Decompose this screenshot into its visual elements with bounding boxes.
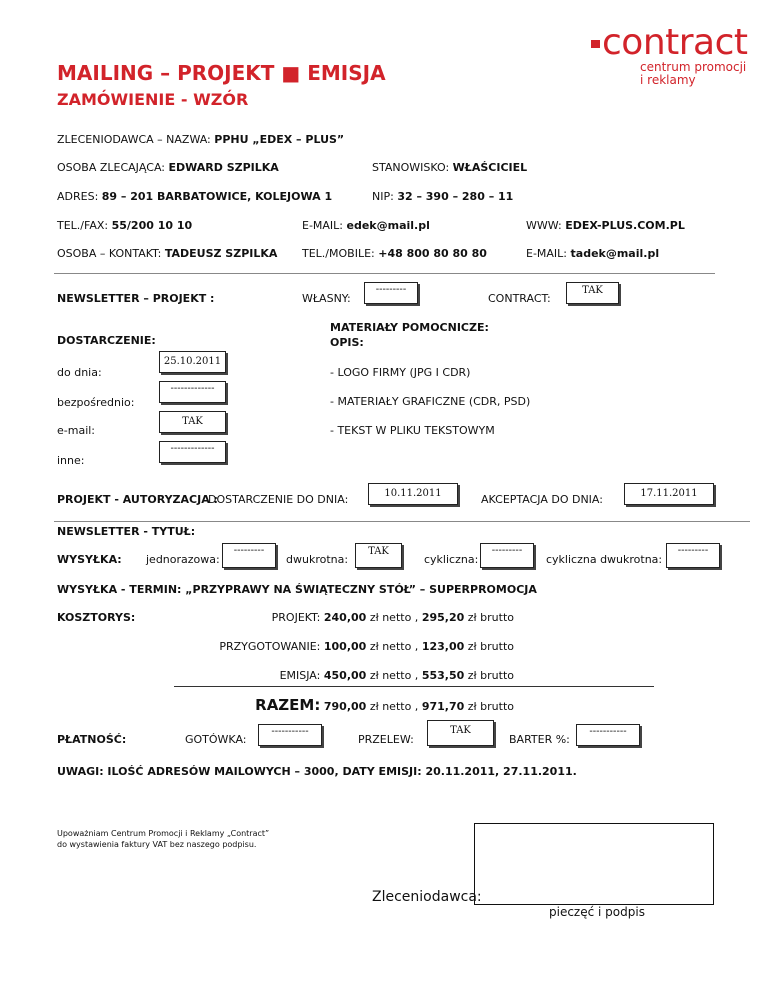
cost-row-emission <box>280 669 514 682</box>
payment-label: PŁATNOŚĆ: <box>57 733 127 746</box>
auth-delivery-label: DOSTARCZENIE DO DNIA: <box>208 493 349 506</box>
cost-label: KOSZTORYS: <box>57 611 136 624</box>
net-text: zł netto , <box>369 669 419 682</box>
mobile-value: +48 800 80 80 80 <box>378 247 487 260</box>
barter-field[interactable]: ----------- <box>576 724 640 746</box>
delivery-label: DOSTARCZENIE: <box>57 334 156 347</box>
cash-label: GOTÓWKA: <box>185 733 247 746</box>
divider-2 <box>54 521 750 522</box>
transfer-label: PRZELEW: <box>358 733 414 746</box>
newsletter-title-label: NEWSLETTER - TYTUŁ: <box>57 525 196 538</box>
total-net: 790,00 <box>323 700 367 713</box>
www-row <box>526 219 685 232</box>
cyclic-label: cykliczna: <box>424 553 479 566</box>
cost-emission-gross: 553,50 <box>421 669 465 682</box>
materials-label: MATERIAŁY POMOCNICZE: <box>330 321 489 334</box>
shipping-label: WYSYŁKA: <box>57 553 122 566</box>
twice-label: dwukrotna: <box>286 553 349 566</box>
notes: UWAGI: ILOŚĆ ADRESÓW MAILOWYCH – 3000, DATY EMISJI: 20.11.2011, 27.11.2011. <box>57 765 577 778</box>
accept-label: AKCEPTACJA DO DNIA: <box>481 493 603 506</box>
contract-field[interactable]: TAK <box>566 282 619 304</box>
divider-1 <box>54 273 715 274</box>
once-label: jednorazowa: <box>146 553 220 566</box>
cost-emission-label: EMISJA: <box>279 669 321 682</box>
address-row <box>57 190 332 203</box>
delivery-desc-1: - LOGO FIRMY (JPG I CDR) <box>330 366 471 379</box>
cyclic-field[interactable]: --------- <box>480 543 534 568</box>
gross-text: zł brutto <box>467 669 514 682</box>
gross-text: zł brutto <box>467 640 514 653</box>
signature-label: Zleceniodawca: <box>372 889 482 905</box>
newsletter-label: NEWSLETTER – PROJEKT : <box>57 292 215 305</box>
delivery-desc-2: - MATERIAŁY GRAFICZNE (CDR, PSD) <box>330 395 531 408</box>
client-name-label: ZLECENIODAWCA – NAZWA: <box>57 133 211 146</box>
page-title: MAILING – PROJEKT ■ EMISJA <box>57 61 386 85</box>
term-value: „PRZYPRAWY NA ŚWIĄTECZNY STÓŁ” – SUPERPROMOCJA <box>185 583 537 596</box>
cost-row-preparation <box>219 640 514 653</box>
nip-value: 32 – 390 – 280 – 11 <box>397 190 514 203</box>
total-gross: 971,70 <box>421 700 465 713</box>
cost-prep-label: PRZYGOTOWANIE: <box>219 640 321 653</box>
logo-tagline-1: centrum promocji <box>640 60 747 74</box>
cyclic2-label: cykliczna dwukrotna: <box>546 553 663 566</box>
logo-mark-icon <box>591 40 600 48</box>
authorize-text-1: Upoważniam Centrum Promocji i Reklamy „Contract” <box>57 829 270 838</box>
twice-field[interactable]: TAK <box>355 543 402 568</box>
person-row <box>57 161 279 174</box>
authorization-label: PROJEKT - AUTORYZACJA : <box>57 493 218 506</box>
total-label: RAZEM: <box>255 696 321 714</box>
client-name-value: PPHU „EDEX – PLUS” <box>214 133 345 146</box>
auth-delivery-field[interactable]: 10.11.2011 <box>368 483 458 505</box>
delivery-other-field[interactable]: ------------- <box>159 441 226 463</box>
cost-project-net: 240,00 <box>323 611 367 624</box>
page-subtitle: ZAMÓWIENIE - WZÓR <box>57 90 249 109</box>
contract-label: CONTRACT: <box>488 292 551 305</box>
delivery-date-field[interactable]: 25.10.2011 <box>159 351 226 373</box>
client-name-row <box>57 133 344 146</box>
email2-value: tadek@mail.pl <box>570 247 660 260</box>
contact-label: OSOBA – KONTAKT: <box>57 247 162 260</box>
gross-text: zł brutto <box>467 611 514 624</box>
contact-value: TADEUSZ SZPILKA <box>164 247 278 260</box>
own-field[interactable]: --------- <box>364 282 418 304</box>
cost-total-row <box>255 696 514 714</box>
cost-project-gross: 295,20 <box>421 611 465 624</box>
divider-total <box>174 686 654 687</box>
accept-field[interactable]: 17.11.2011 <box>624 483 714 505</box>
net-text: zł netto , <box>369 640 419 653</box>
desc-label: OPIS: <box>330 336 364 349</box>
cost-row-project <box>272 611 514 624</box>
www-label: WWW: <box>526 219 562 232</box>
position-value: WŁAŚCICIEL <box>452 161 528 174</box>
barter-label: BARTER %: <box>509 733 570 746</box>
signature-box[interactable] <box>474 823 714 905</box>
net-text: zł netto , <box>369 611 419 624</box>
tel-value: 55/200 10 10 <box>111 219 193 232</box>
delivery-email-label: e-mail: <box>57 424 96 437</box>
net-text: zł netto , <box>369 700 419 713</box>
tel-label: TEL./FAX: <box>57 219 109 232</box>
tel-row <box>57 219 192 232</box>
cost-emission-net: 450,00 <box>323 669 367 682</box>
delivery-date-label: do dnia: <box>57 366 102 379</box>
contact-row <box>57 247 277 260</box>
position-row <box>372 161 527 174</box>
email-row <box>302 219 430 232</box>
person-label: OSOBA ZLECAJĄCA: <box>57 161 165 174</box>
email2-label: E-MAIL: <box>526 247 568 260</box>
nip-label: NIP: <box>372 190 394 203</box>
email-label: E-MAIL: <box>302 219 344 232</box>
delivery-direct-field[interactable]: ------------- <box>159 381 226 403</box>
own-label: WŁASNY: <box>302 292 351 305</box>
delivery-email-field[interactable]: TAK <box>159 411 226 433</box>
cost-project-label: PROJEKT: <box>271 611 321 624</box>
term-label: WYSYŁKA - TERMIN: <box>57 583 182 596</box>
stamp-label: pieczęć i podpis <box>549 905 645 919</box>
email2-row <box>526 247 659 260</box>
delivery-direct-label: bezpośrednio: <box>57 396 135 409</box>
logo-tagline-2: i reklamy <box>640 73 696 87</box>
email-value: edek@mail.pl <box>346 219 430 232</box>
person-value: EDWARD SZPILKA <box>168 161 279 174</box>
cash-field[interactable]: ----------- <box>258 724 322 746</box>
nip-row <box>372 190 513 203</box>
delivery-desc-3: - TEKST W PLIKU TEKSTOWYM <box>330 424 495 437</box>
term-row <box>57 583 537 596</box>
mobile-label: TEL./MOBILE: <box>302 247 375 260</box>
gross-text: zł brutto <box>467 700 514 713</box>
delivery-other-label: inne: <box>57 454 85 467</box>
cyclic2-field[interactable]: --------- <box>666 543 720 568</box>
logo-word: contract <box>602 22 748 63</box>
authorize-text-2: do wystawienia faktury VAT bez naszego podpisu. <box>57 840 257 849</box>
address-label: ADRES: <box>57 190 99 203</box>
cost-prep-net: 100,00 <box>323 640 367 653</box>
transfer-field[interactable]: TAK <box>427 720 494 746</box>
address-value: 89 – 201 BARBATOWICE, KOLEJOWA 1 <box>101 190 333 203</box>
position-label: STANOWISKO: <box>372 161 450 174</box>
mobile-row <box>302 247 487 260</box>
cost-prep-gross: 123,00 <box>421 640 465 653</box>
once-field[interactable]: --------- <box>222 543 276 568</box>
www-value: EDEX-PLUS.COM.PL <box>565 219 685 232</box>
